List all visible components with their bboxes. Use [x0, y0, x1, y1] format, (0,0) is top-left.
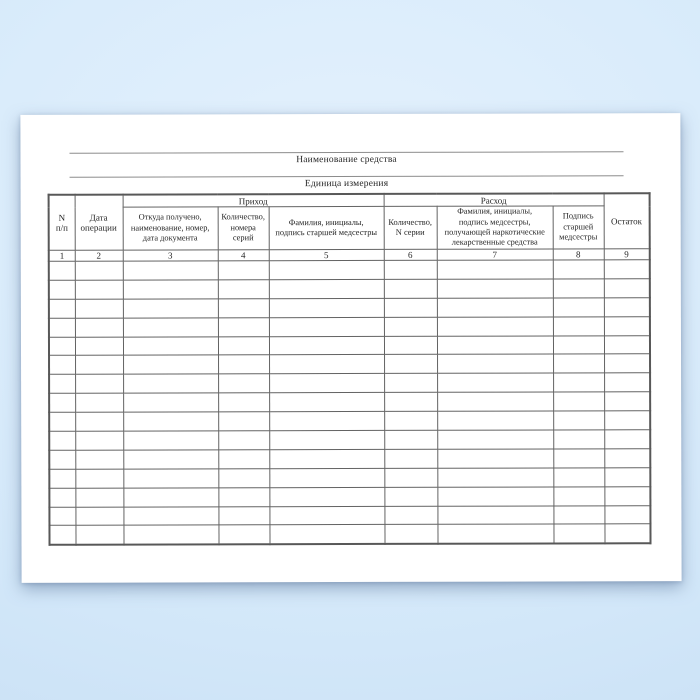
empty-cell [384, 411, 437, 430]
empty-cell [49, 431, 75, 450]
table-row [49, 373, 650, 393]
col-number: 9 [604, 249, 650, 260]
empty-cell [384, 374, 437, 393]
col-number: 6 [384, 249, 437, 260]
empty-cell [269, 506, 384, 525]
empty-cell [123, 299, 218, 318]
table-header [49, 193, 650, 261]
empty-cell [437, 260, 553, 279]
col-header-head-nurse-signature-expense: Подпись старшей медсестры [553, 206, 604, 249]
empty-cell [49, 318, 75, 337]
name-field-caption: Наименование средства [296, 154, 397, 166]
empty-cell [384, 260, 437, 279]
empty-cell [75, 431, 123, 450]
empty-cell [218, 393, 269, 412]
empty-cell [553, 392, 604, 411]
empty-cell [384, 317, 437, 336]
empty-cell [604, 260, 650, 279]
empty-cell [437, 430, 553, 449]
empty-cell [218, 525, 269, 545]
empty-cell [75, 261, 123, 280]
empty-cell [437, 298, 553, 317]
empty-cell [269, 393, 384, 412]
empty-cell [553, 260, 604, 279]
empty-cell [75, 412, 123, 431]
col-number: 5 [269, 249, 384, 260]
empty-cell [123, 506, 218, 525]
col-header-receiving-nurse-signature: Фамилия, инициалы, подпись медсестры, получающей наркотические лекарственные средства [437, 206, 553, 249]
empty-cell [218, 261, 269, 280]
empty-cell [269, 525, 384, 545]
empty-cell [604, 468, 650, 487]
col-number: 3 [123, 250, 218, 261]
empty-cell [123, 336, 218, 355]
col-number: 8 [553, 249, 604, 260]
table-row [49, 411, 650, 431]
empty-cell [553, 354, 604, 373]
empty-cell [75, 450, 123, 469]
empty-cell [49, 469, 75, 488]
empty-cell [75, 393, 123, 412]
empty-cell [218, 317, 269, 336]
empty-cell [123, 412, 218, 431]
table-row [49, 316, 650, 336]
table-row [49, 392, 650, 412]
empty-cell [218, 374, 269, 393]
empty-cell [123, 431, 218, 450]
register-table [48, 192, 652, 546]
empty-cell [49, 412, 75, 431]
table-row [49, 486, 650, 506]
empty-cell [218, 469, 269, 488]
empty-cell [123, 261, 218, 280]
empty-cell [49, 450, 75, 469]
empty-cell [49, 507, 75, 526]
empty-cell [218, 487, 269, 506]
col-number: 7 [437, 249, 553, 260]
col-number: 4 [218, 250, 269, 261]
sub-header-row [49, 206, 650, 251]
unit-field-caption: Единица измерения [304, 178, 389, 190]
unit-fill-in-line [70, 175, 624, 177]
empty-cell [49, 488, 75, 507]
empty-cell [604, 316, 650, 335]
empty-cell [384, 506, 437, 525]
empty-cell [123, 450, 218, 469]
empty-cell [604, 297, 650, 316]
empty-cell [123, 525, 218, 545]
empty-cell [553, 449, 604, 468]
empty-cell [123, 355, 218, 374]
empty-cell [49, 356, 75, 375]
empty-cell [553, 468, 604, 487]
empty-cell [604, 486, 650, 505]
empty-cell [384, 336, 437, 355]
empty-cell [553, 335, 604, 354]
empty-cell [437, 279, 553, 298]
empty-cell [437, 317, 553, 336]
empty-cell [553, 411, 604, 430]
col-number: 2 [75, 250, 123, 261]
empty-cell [218, 355, 269, 374]
empty-cell [269, 430, 384, 449]
empty-cell [553, 279, 604, 298]
empty-cell [553, 317, 604, 336]
empty-cell [269, 336, 384, 355]
table-row [49, 505, 650, 525]
group-header-income: Приход [123, 194, 384, 207]
empty-cell [123, 318, 218, 337]
empty-cell [384, 449, 437, 468]
empty-cell [49, 375, 75, 394]
empty-cell [218, 412, 269, 431]
empty-cell [75, 299, 123, 318]
empty-cell [75, 280, 123, 299]
empty-cell [49, 299, 75, 318]
empty-cell [269, 279, 384, 298]
empty-cell [269, 260, 384, 279]
empty-cell [49, 261, 75, 280]
col-header-number: N п/п [49, 195, 75, 251]
empty-cell [604, 279, 650, 298]
empty-cell [437, 373, 553, 392]
empty-cell [437, 449, 553, 468]
empty-cell [604, 449, 650, 468]
empty-cell [123, 488, 218, 507]
empty-cell [553, 298, 604, 317]
table-body [49, 260, 651, 545]
empty-cell [49, 526, 75, 545]
table-row [49, 449, 650, 469]
table-row [49, 279, 650, 299]
empty-cell [269, 468, 384, 487]
empty-cell [218, 280, 269, 299]
empty-cell [553, 373, 604, 392]
form-page [20, 113, 681, 583]
empty-cell [75, 507, 123, 526]
col-header-balance: Остаток [604, 193, 650, 249]
empty-cell [123, 374, 218, 393]
empty-cell [553, 487, 604, 506]
empty-cell [218, 298, 269, 317]
empty-cell [75, 488, 123, 507]
empty-cell [384, 298, 437, 317]
table-row [49, 430, 650, 450]
group-header-expense: Расход [384, 193, 604, 206]
empty-cell [123, 393, 218, 412]
empty-cell [553, 524, 604, 544]
empty-cell [218, 450, 269, 469]
empty-cell [604, 392, 650, 411]
empty-cell [269, 374, 384, 393]
empty-cell [604, 335, 650, 354]
empty-cell [437, 354, 553, 373]
table-row [49, 354, 650, 374]
empty-cell [384, 525, 437, 545]
empty-cell [269, 412, 384, 431]
empty-cell [75, 356, 123, 375]
empty-cell [437, 392, 553, 411]
empty-cell [75, 526, 123, 546]
empty-cell [269, 317, 384, 336]
table-row [49, 297, 650, 317]
empty-cell [49, 280, 75, 299]
empty-cell [437, 411, 553, 430]
empty-cell [269, 355, 384, 374]
table-row [49, 468, 650, 488]
empty-cell [384, 279, 437, 298]
empty-cell [218, 506, 269, 525]
col-header-quantity-series-expense: Количество, N серии [384, 206, 437, 249]
col-header-quantity-series: Количество, номера серий [218, 207, 269, 250]
empty-cell [269, 487, 384, 506]
empty-cell [437, 524, 553, 544]
empty-cell [384, 355, 437, 374]
empty-cell [437, 336, 553, 355]
empty-cell [604, 430, 650, 449]
empty-cell [604, 373, 650, 392]
empty-cell [384, 468, 437, 487]
empty-cell [605, 524, 651, 544]
name-fill-in-line [69, 151, 623, 153]
col-header-received-from: Откуда получено, наименование, номер, дата документа [123, 207, 218, 250]
empty-cell [75, 318, 123, 337]
empty-cell [75, 469, 123, 488]
empty-cell [604, 505, 650, 524]
table-row [49, 335, 650, 355]
empty-cell [269, 298, 384, 317]
empty-cell [75, 337, 123, 356]
table-row [49, 524, 650, 545]
empty-cell [123, 469, 218, 488]
empty-cell [437, 506, 553, 525]
col-header-head-nurse-signature-income: Фамилия, инициалы, подпись старшей медсестры [269, 206, 384, 249]
empty-cell [218, 336, 269, 355]
empty-cell [553, 505, 604, 524]
table-row [49, 260, 650, 280]
empty-cell [384, 430, 437, 449]
empty-cell [604, 411, 650, 430]
empty-cell [218, 431, 269, 450]
col-header-operation-date: Дата операции [75, 195, 123, 251]
empty-cell [604, 354, 650, 373]
empty-cell [553, 430, 604, 449]
empty-cell [437, 487, 553, 506]
empty-cell [123, 280, 218, 299]
empty-cell [384, 487, 437, 506]
empty-cell [269, 449, 384, 468]
empty-cell [75, 374, 123, 393]
col-number: 1 [49, 250, 75, 261]
empty-cell [49, 393, 75, 412]
empty-cell [437, 468, 553, 487]
empty-cell [49, 337, 75, 356]
empty-cell [384, 393, 437, 412]
